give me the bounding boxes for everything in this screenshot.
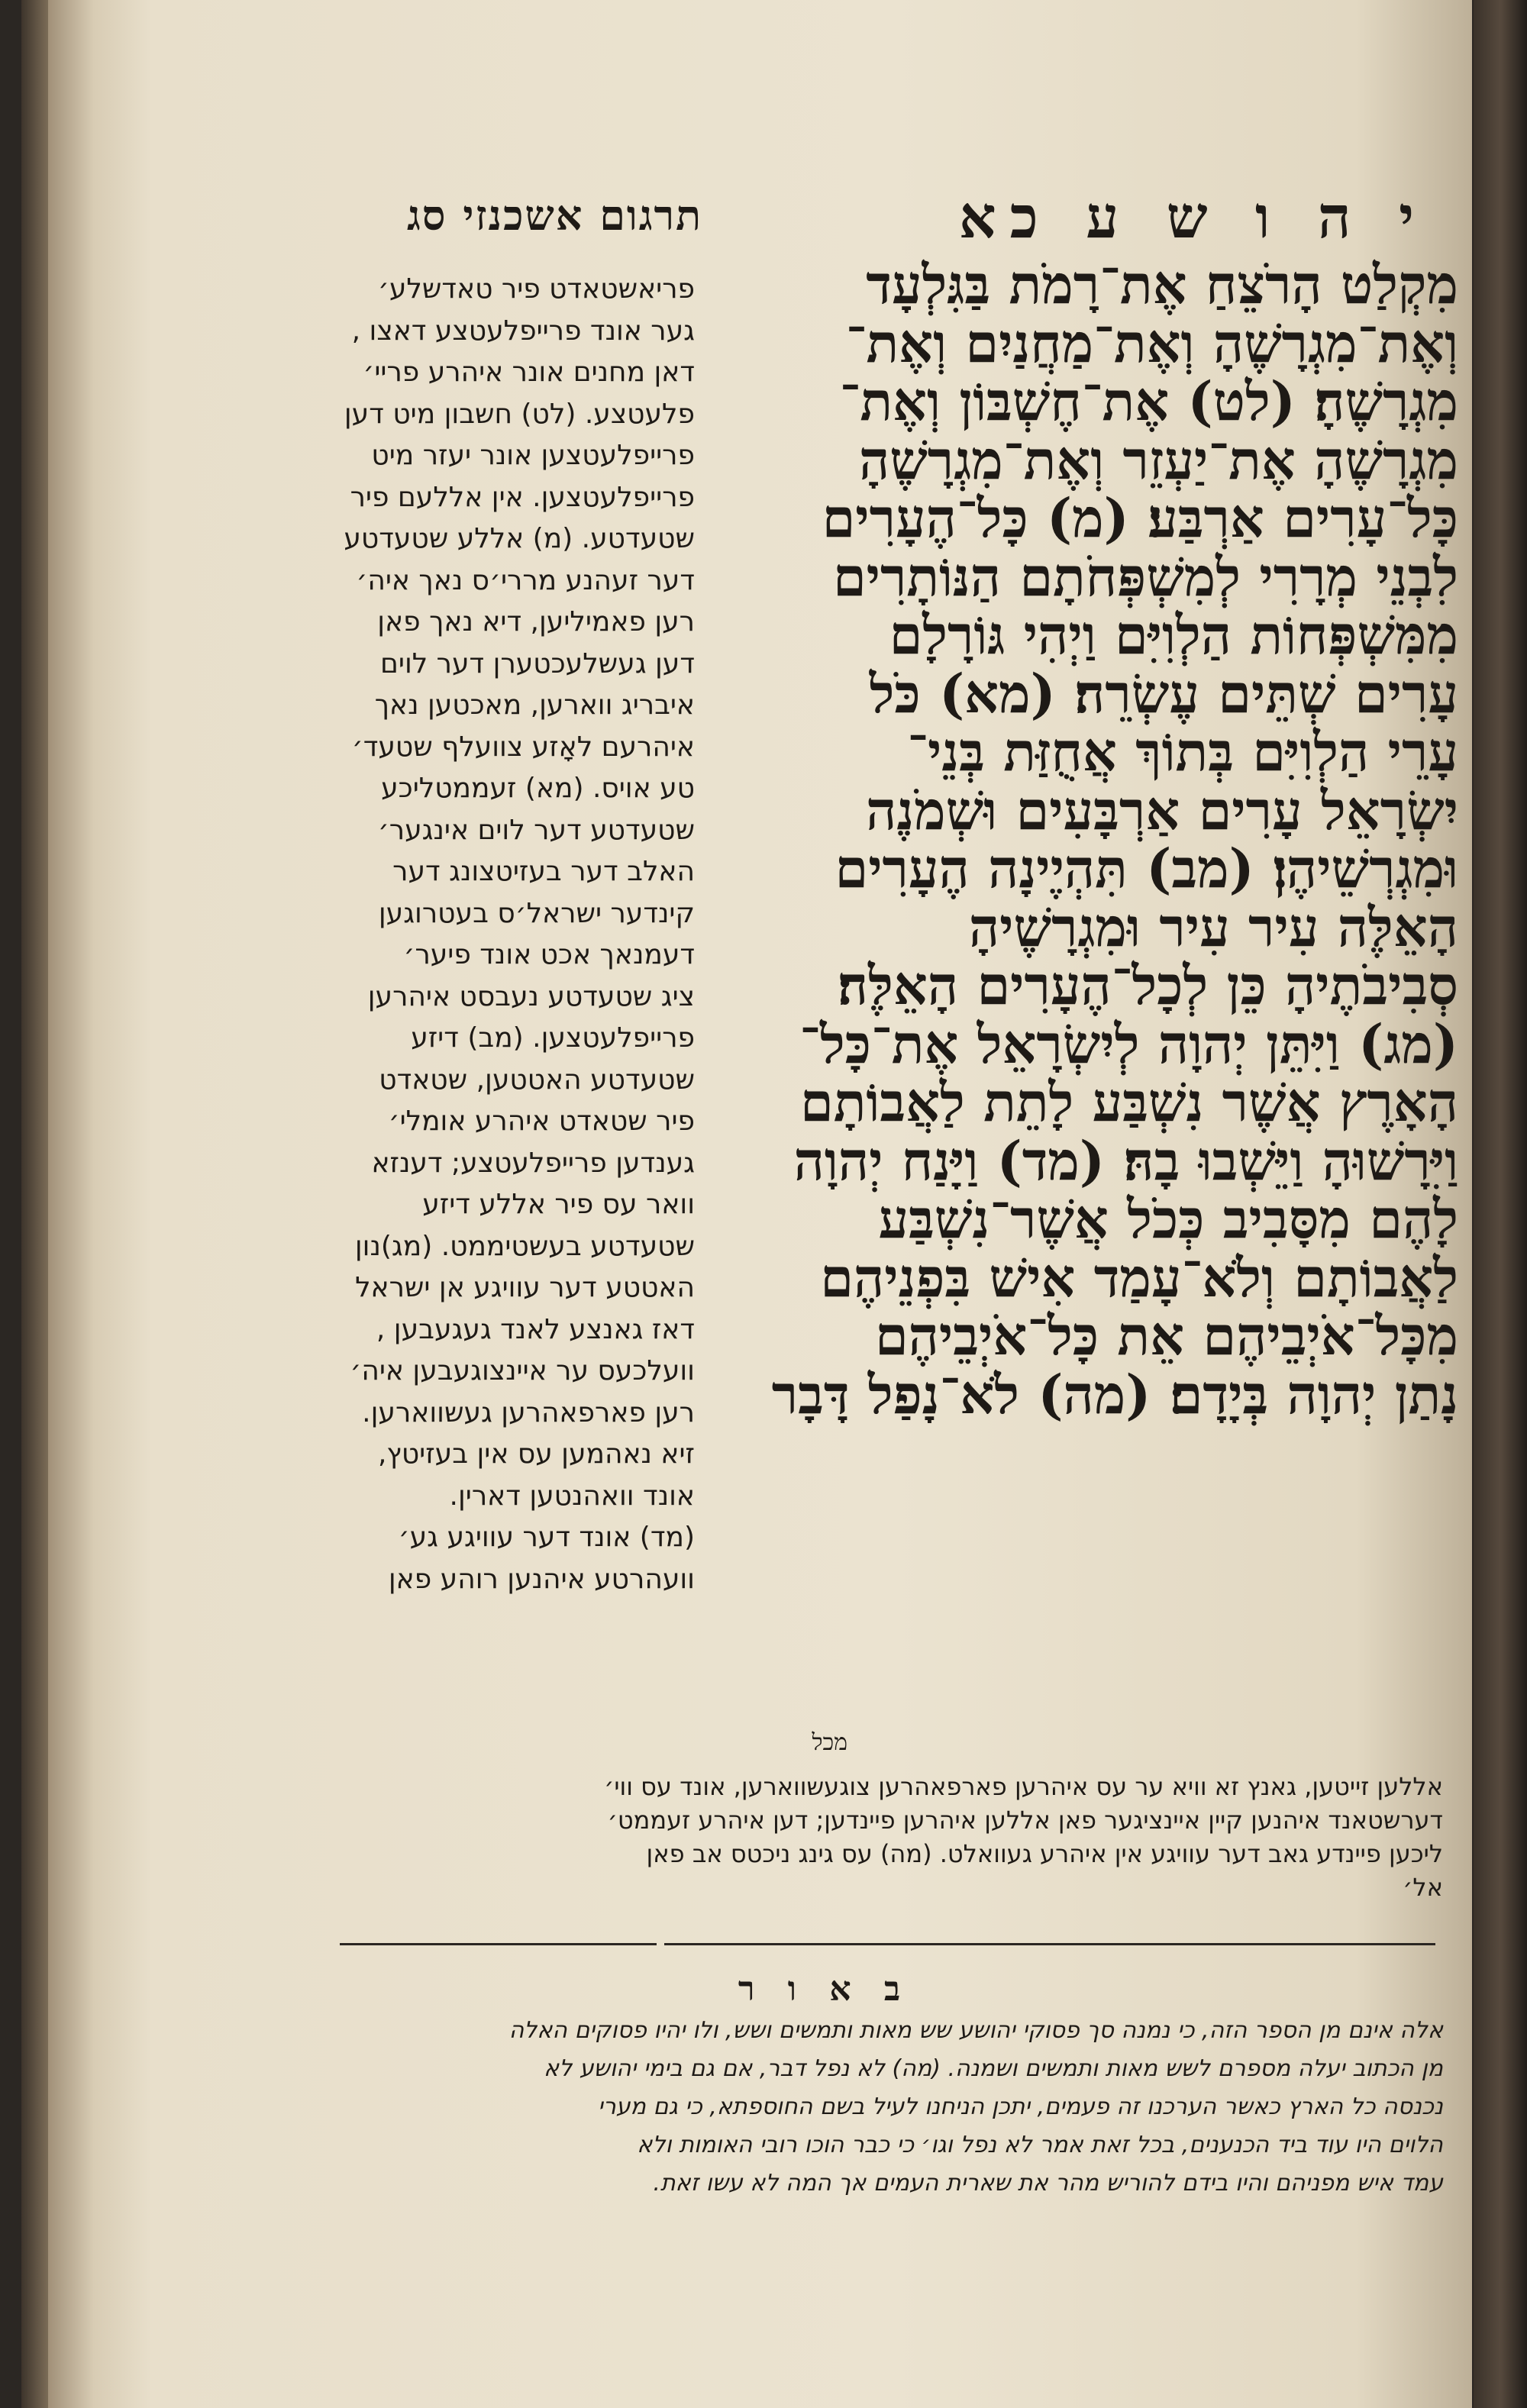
hebrew-line: מִגְרָשֶׁהָ׃ (לט) אֶת־חֶשְׁבּוֹן וְאֶת־ xyxy=(839,370,1458,433)
hebrew-line: לַאֲבוֹתָם וְלֹא־עָמַד אִישׁ בִּפְנֵיהֶם xyxy=(820,1245,1458,1309)
next-page-edge xyxy=(1474,0,1527,2408)
yiddish-full-width-block xyxy=(336,1770,1443,1904)
yiddish-line: פלעטצע. (לט) חשבון מיט דען xyxy=(344,398,695,430)
yiddish-line: וועלכעס ער איינצוגעבען איה׳ xyxy=(350,1355,695,1386)
divider-rule-left xyxy=(340,1943,657,1945)
hebrew-line: מִקְלַט הָרֹצֵחַ אֶת־רָמֹת בַּגִּלְעָד xyxy=(866,253,1458,316)
yiddish-line: דער זעהנע מררי׳ס נאך איה׳ xyxy=(356,564,695,596)
yiddish-line: רען פאמיליען, דיא נאך פאן xyxy=(377,606,695,638)
page-spine-shadow xyxy=(21,0,48,2408)
hebrew-line: מִמִּשְׁפְּחוֹת הַלְוִיִּם וַיְהִי גּוֹרָלָם xyxy=(889,603,1458,667)
hebrew-line: כָּל־עָרִים אַרְבַּע׃ (מ) כָּל־הֶעָרִים xyxy=(822,486,1458,550)
hebrew-line: עָרִים שְׁתֵּים עֶשְׂרֵה׃ (מא) כֹּל xyxy=(869,661,1458,725)
yiddish-line: פריאשטאדט פיר טאדשלע׳ xyxy=(377,273,695,305)
hebrew-line: לִבְנֵי מְרָרִי לְמִשְׁפְּחֹתָם הַנּוֹתָרִים xyxy=(832,544,1458,608)
commentary-line: הלוים היו עוד ביד הכנענים, בכל זאת אמר לא נפל וגו׳ כי כבר הוכו רובי האומות ולא xyxy=(637,2132,1443,2158)
hebrew-line: וּמִגְרְשֵׁיהֶן׃ (מב) תִּהְיֶינָה הֶעָרִים xyxy=(835,837,1458,900)
yiddish-line: איבריג ווארען, מאכטען נאך xyxy=(374,689,695,721)
yiddish-line: פרייפלעטצען. (מב) דיזע xyxy=(411,1022,695,1054)
yiddish-line: קינדער ישראל׳ס בעטרוגען xyxy=(378,897,695,929)
hebrew-line: יִשְׂרָאֵל עָרִים אַרְבָּעִים וּשְׁמֹנֶה xyxy=(866,778,1458,842)
yiddish-line: גענדען פרייפלעטצע; דענזא xyxy=(371,1147,695,1179)
yiddish-line: פיר שטאדט איהרע אומלי׳ xyxy=(388,1106,695,1137)
hebrew-text-column xyxy=(687,253,1458,1426)
hebrew-line: מִכָּל־אֹיְבֵיהֶם אֵת כָּל־אֹיְבֵיהֶם xyxy=(874,1304,1458,1367)
hebrew-line: (מג) וַיִּתֵּן יְהוָה לְיִשְׂרָאֵל אֶת־כָּל־ xyxy=(799,1012,1458,1076)
yiddish-line: טע אויס. (מא) זעממטליכע xyxy=(381,773,695,804)
hebrew-line: נָתַן יְהוָה בְּיָדָם׃ (מה) לֹא־נָפַל דָּבָר xyxy=(771,1362,1458,1426)
yiddish-line: דען געשלעכטערן דער לוים xyxy=(380,647,695,679)
commentary-heading: ב א ו ר xyxy=(738,1970,912,2009)
hebrew-line: הָאָרֶץ אֲשֶׁר נִשְׁבַּע לָתֵת לַאֲבוֹתָם xyxy=(800,1070,1458,1134)
yiddish-line: גער אונד פרייפלעטצע דאצו , xyxy=(351,315,695,347)
yiddish-line: איהרעם לאָזע צוועלף שטעד׳ xyxy=(351,731,695,763)
commentary-line: אלה אינם מן הספר הזה, כי נמנה סך פסוקי יהושע שש מאות ותמשים ושש, ולו יהיו פסוקים האלה xyxy=(508,2017,1443,2044)
catchword: מכל xyxy=(812,1729,847,1756)
commentary-line: עמד איש מפניהם והיו בידם להוריש מהר את שארית העמים אך המה לא עשו זאת. xyxy=(653,2170,1443,2197)
commentary-line: נכנסה כל הארץ כאשר הערכנו זה פעמים, יתכן הניחנו לעיל בשם החוספתא, כי גם מערי xyxy=(598,2093,1443,2120)
yiddish-line: פרייפלעטצען אונר יעזר מיט xyxy=(371,440,695,471)
hebrew-line: הָאֵלֶּה עִיר עִיר וּמִגְרָשֶׁיהָ xyxy=(968,895,1458,959)
yiddish-line: שטעדטע בעשטיממט. (מג)נון xyxy=(354,1230,695,1262)
yiddish-line: (מד) אונד דער עוויגע גע׳ xyxy=(398,1522,695,1553)
yiddish-line: האלב דער בעזיטצונג דער xyxy=(392,856,695,887)
hebrew-line: עָרֵי הַלְוִיִּם בְּתוֹךְ אֲחֻזַּת בְּנֵי־ xyxy=(907,720,1458,783)
yiddish-line: שטעדטע דער לוים אינגער׳ xyxy=(377,814,695,846)
yiddish-full-line: אללען זייטען, גאנץ זא וויא ער עס איהרען פארפאהרען צוגעשווארען, אונד עס ווי׳ xyxy=(604,1772,1443,1801)
hebrew-line: וַיִּרָשׁוּהָ וַיֵּשְׁבוּ בָהּ׃ (מד) וַיָּנַח יְהוָה xyxy=(793,1128,1458,1193)
yiddish-full-line: ליכען פיינדע גאב דער עוויגע אין איהרע געוואלט. (מה) עס גינג ניכטס אב פאן xyxy=(646,1839,1443,1868)
yiddish-line: דאז גאנצע לאנד געגעבען , xyxy=(376,1313,695,1345)
divider-rule-right xyxy=(664,1943,1435,1945)
yiddish-line: זיא נאהמען עס אין בעזיטץ, xyxy=(377,1438,695,1470)
yiddish-line: שטעדטע. (מ) אללע שטעדטע xyxy=(344,523,695,554)
yiddish-full-line: אל׳ xyxy=(1403,1873,1443,1902)
yiddish-line: ציג שטעדטע נעבסט איהרען xyxy=(367,980,695,1012)
yiddish-line: דאן מחנים אונר איהרע פריי׳ xyxy=(363,357,695,388)
yiddish-full-line: דערשטאנד איהנען קיין איינציגער פאן אללען איהרען פיינדען; דען איהרע זעממט׳ xyxy=(607,1806,1443,1835)
yiddish-line: וואר עס פיר אללע דיזע xyxy=(422,1189,695,1220)
yiddish-line: רען פארפאהרען געשווארען. xyxy=(362,1396,695,1428)
yiddish-translation-column xyxy=(336,269,695,1600)
hebrew-line: לָהֶם מִסָּבִיב כְּכֹל אֲשֶׁר־נִשְׁבַּע xyxy=(878,1187,1458,1251)
yiddish-line: וועהרטע איהנען רוהע פאן xyxy=(388,1563,695,1595)
hebrew-line: סְבִיבֹתֶיהָ כֵּן לְכָל־הֶעָרִים הָאֵלֶּה׃ xyxy=(837,954,1458,1017)
hebrew-line: וְאֶת־מִגְרָשֶׁהָ וְאֶת־מַחֲנַיִם וְאֶת־ xyxy=(845,311,1458,375)
yiddish-line: האטטע דער עוויגע אן ישראל xyxy=(355,1272,695,1303)
commentary-block xyxy=(336,2012,1443,2203)
commentary-line: מן הכתוב יעלה מספרם לשש מאות ותמשים ושמנה. (מה) לא נפל דבר, אם גם בימי יהושע לא xyxy=(544,2055,1443,2082)
yiddish-line: אונד וואהנטען דארין. xyxy=(449,1480,695,1512)
yiddish-line: שטעדטע האטטען, שטאדט xyxy=(379,1064,695,1096)
yiddish-line: דעמנאך אכט אונד פיער׳ xyxy=(403,939,695,970)
yiddish-line: פרייפלעטצען. אין אללעם פיר xyxy=(350,481,695,513)
hebrew-line: מִגְרָשֶׁהָ אֶת־יַעְזֵר וְאֶת־מִגְרָשֶׁהָ xyxy=(858,428,1458,492)
running-header-left: תרגום אשכנזי סג xyxy=(406,191,702,240)
running-header-right: י ה ו ש ע כא xyxy=(958,183,1428,251)
